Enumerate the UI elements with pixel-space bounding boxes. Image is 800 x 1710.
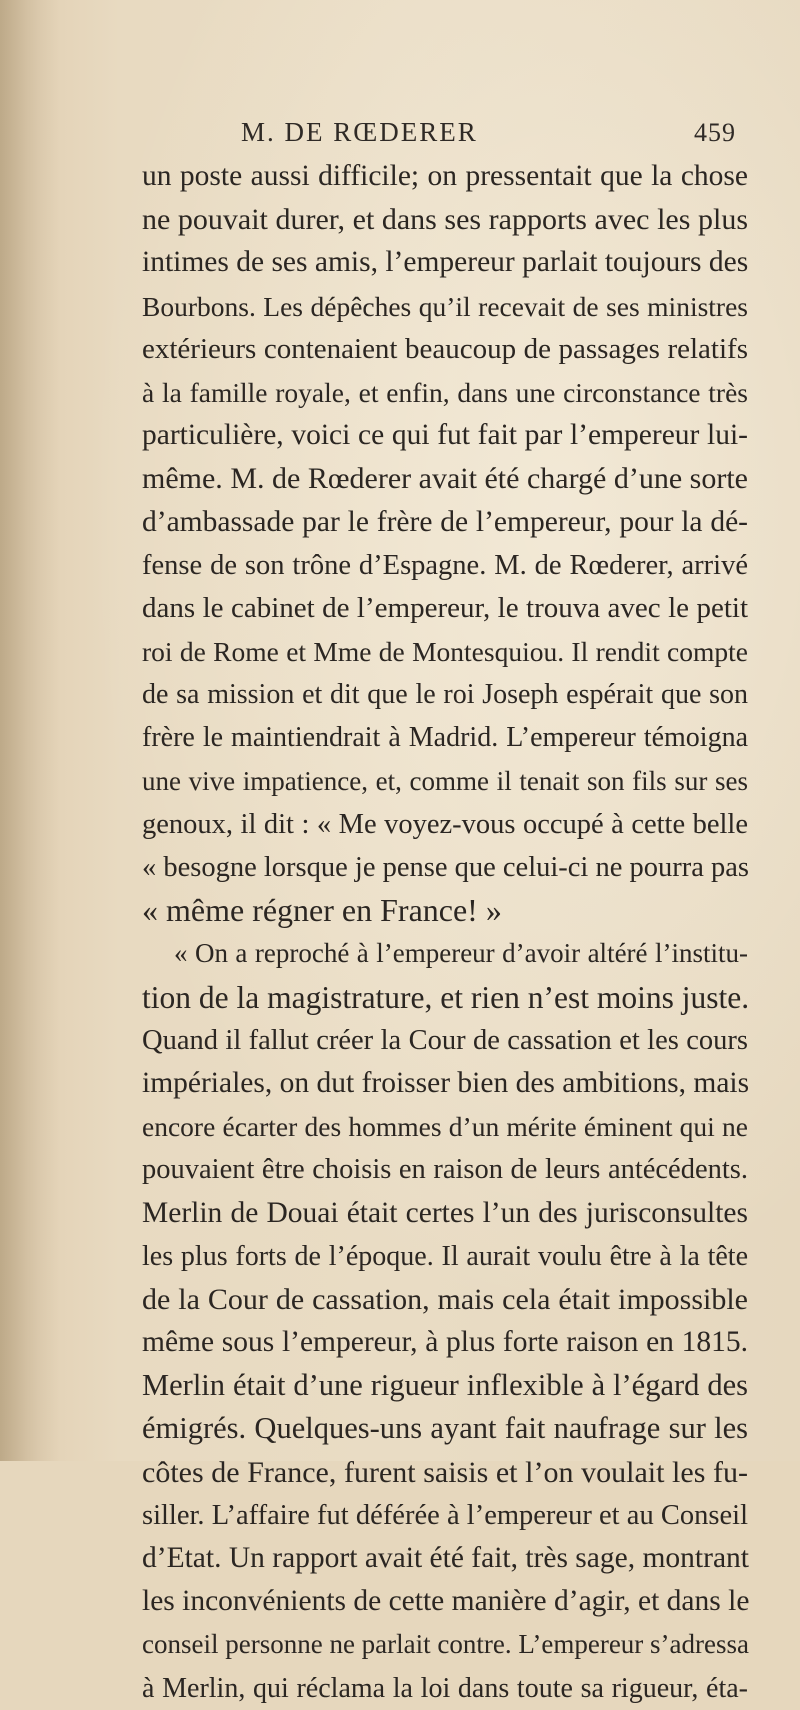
text-line: une vive impatience, et, comme il tenait son fils sur ses [142,765,748,796]
text-line: à la famille royale, et enfin, dans une circonstance très [142,376,748,408]
text-line: à Merlin, qui réclama la loi dans toute sa rigueur, éta- [142,1672,748,1704]
text-line: tion de la magistrature, et rien n’est moins juste. [142,979,750,1015]
text-line: intimes de ses amis, l’empereur parlait toujours des [142,246,749,279]
text-line: de sa mission et dit que le roi Joseph espérait que son [142,679,748,711]
text-line: siller. L’affaire fut déférée à l’empereur et au Conseil [142,1499,748,1531]
text-line: pouvaient être choisis en raison de leurs antécédents. [142,1154,748,1186]
page-number: 459 [694,118,736,147]
running-title: M. DE RŒDERER [241,117,478,147]
text-line: encore écarter des hommes d’un mérite éminent qui ne [142,1111,748,1143]
text-line: d’Etat. Un rapport avait été fait, très sage, montrant [142,1542,749,1574]
body-text [142,155,748,1710]
page-gutter-shadow [0,0,60,1461]
text-line: Merlin était d’une rigueur inflexible à l’égard des [142,1368,748,1403]
text-line: particulière, voici ce qui fut fait par l’empereur lui- [142,419,748,452]
text-line: côtes de France, furent saisis et l’on voulait les fu- [142,1455,748,1489]
text-line: genoux, il dit : « Me voyez-vous occupé à cette belle [142,808,748,840]
text-line: ne pouvait durer, et dans ses rapports avec les plus [142,203,748,237]
text-line: Merlin de Douai était certes l’un des jurisconsultes [142,1196,748,1229]
text-line: roi de Rome et Mme de Montesquiou. Il rendit compte [142,636,748,668]
text-line: un poste aussi difficile; on pressentait que la chose [142,160,748,192]
text-line: même. M. de Rœderer avait été chargé d’une sorte [142,462,748,496]
text-line: frère le maintiendrait à Madrid. L’empereur témoigna [142,722,748,754]
text-line: dans le cabinet de l’empereur, le trouva avec le petit [142,591,748,624]
text-line: les inconvénients de cette manière d’agir, et dans le [142,1585,750,1618]
text-line: même sous l’empereur, à plus forte raison en 1815. [142,1326,748,1359]
text-line: « même régner en France! » [142,892,502,929]
text-line: « besogne lorsque je pense que celui-ci ne pourra pas [142,852,749,883]
text-line: extérieurs contenaient beaucoup de passages relatifs [142,332,748,365]
text-line: d’ambassade par le frère de l’empereur, pour la dé- [142,505,748,538]
text-line: les plus forts de l’époque. Il aurait voulu être à la tête [142,1240,748,1272]
text-line: impériales, on dut froisser bien des ambitions, mais [142,1066,750,1099]
text-line: émigrés. Quelques-uns ayant fait naufrage sur les [142,1411,748,1446]
text-line: « On a reproché à l’empereur d’avoir altéré l’institu- [174,938,748,969]
text-line: fense de son trône d’Espagne. M. de Rœderer, arrivé [142,549,748,581]
text-line: Bourbons. Les dépêches qu’il recevait de ses ministres [142,290,748,322]
page-header [140,117,750,153]
text-line: de la Cour de cassation, mais cela était impossible [142,1282,748,1316]
text-line: Quand il fallut créer la Cour de cassation et les cours [142,1024,748,1056]
text-line: conseil personne ne parlait contre. L’empereur s’adressa [142,1629,749,1660]
